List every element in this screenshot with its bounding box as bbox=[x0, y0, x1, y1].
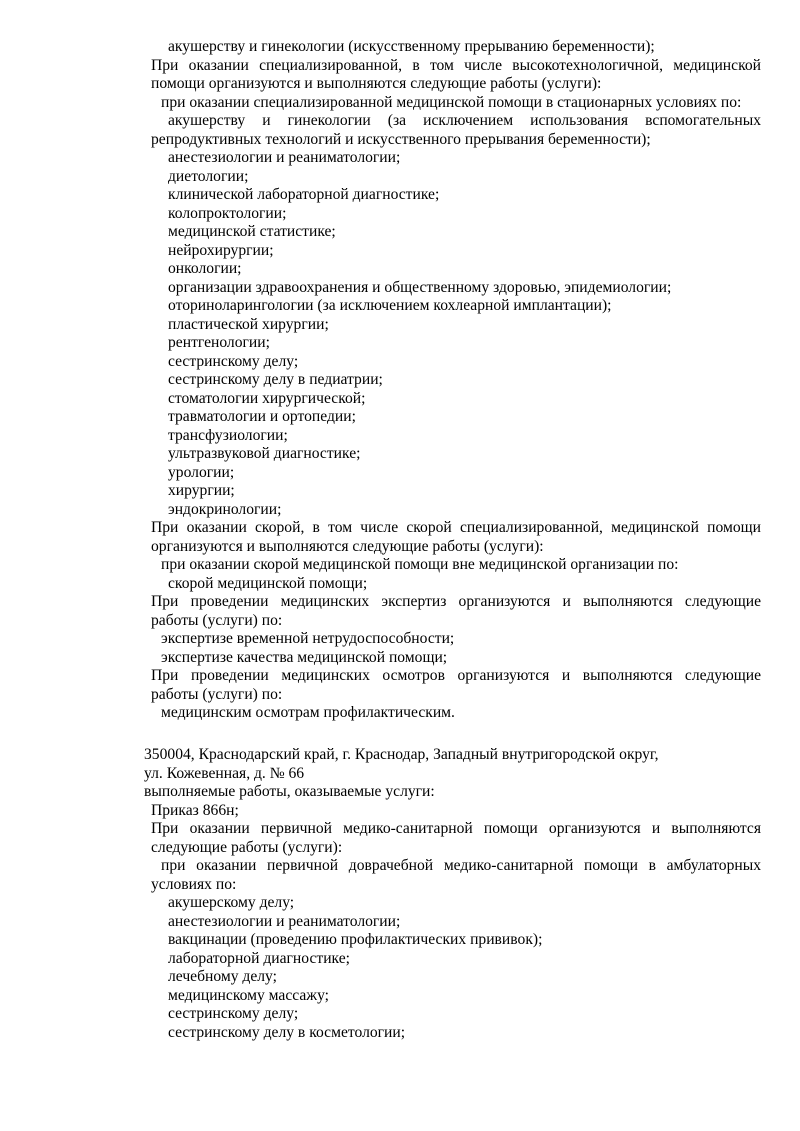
list-item: урологии; bbox=[168, 464, 235, 481]
examination-item: медицинским осмотрам профилактическим. bbox=[161, 704, 455, 721]
lead-line: акушерству и гинекологии (искусственному прерыванию беременности); bbox=[168, 38, 655, 55]
emergency-item: скорой медицинской помощи; bbox=[168, 575, 368, 592]
specialized-paragraph-line-2: помощи организуются и выполняются следующие работы (услуги): bbox=[151, 75, 602, 92]
list-item: пластической хирургии; bbox=[168, 316, 329, 333]
list-item: сестринскому делу в педиатрии; bbox=[168, 371, 383, 388]
list-item: хирургии; bbox=[168, 482, 235, 499]
list-item: стоматологии хирургической; bbox=[168, 390, 366, 407]
list-item: анестезиологии и реаниматологии; bbox=[168, 149, 401, 166]
list-item: онкологии; bbox=[168, 260, 242, 277]
examination-paragraph-line-2: работы (услуги) по: bbox=[151, 686, 283, 703]
prehospital-intro-line-1: при оказании первичной доврачебной медико-санитарной помощи в амбулаторных bbox=[161, 857, 761, 874]
expertise-paragraph-line-2: работы (услуги) по: bbox=[151, 612, 283, 629]
emergency-paragraph-line-2: организуются и выполняются следующие работы (услуги): bbox=[151, 538, 544, 555]
emergency-paragraph-line-1: При оказании скорой, в том числе скорой специализированной, медицинской помощи bbox=[151, 519, 761, 536]
list-item: лабораторной диагностике; bbox=[168, 950, 350, 967]
list-item: нейрохирургии; bbox=[168, 242, 274, 259]
list-item: сестринскому делу; bbox=[168, 1005, 299, 1022]
specialized-paragraph-line-1: При оказании специализированной, в том числе высокотехнологичной, медицинской bbox=[151, 57, 761, 74]
prehospital-intro-line-2: условиях по: bbox=[151, 876, 237, 893]
list-item: ультразвуковой диагностике; bbox=[168, 445, 361, 462]
emergency-intro: при оказании скорой медицинской помощи вне медицинской организации по: bbox=[161, 556, 679, 573]
list-item: организации здравоохранения и общественному здоровью, эпидемиологии; bbox=[168, 279, 672, 296]
list-item: рентгенологии; bbox=[168, 334, 270, 351]
obgyn-line-1: акушерству и гинекологии (за исключением использования вспомогательных bbox=[168, 112, 761, 129]
address-line-1: 350004, Краснодарский край, г. Краснодар, Западный внутригородской округ, bbox=[144, 746, 659, 763]
list-item: эндокринологии; bbox=[168, 501, 282, 518]
list-item: колопроктологии; bbox=[168, 205, 287, 222]
expertise-item: экспертизе временной нетрудоспособности; bbox=[161, 630, 455, 647]
stationary-intro: при оказании специализированной медицинской помощи в стационарных условиях по: bbox=[161, 94, 742, 111]
primary-paragraph-line-2: следующие работы (услуги): bbox=[151, 839, 343, 856]
list-item: медицинской статистике; bbox=[168, 223, 336, 240]
list-item: медицинскому массажу; bbox=[168, 987, 330, 1004]
address-line-2: ул. Кожевенная, д. № 66 bbox=[144, 765, 305, 782]
list-item: диетологии; bbox=[168, 168, 249, 185]
expertise-item: экспертизе качества медицинской помощи; bbox=[161, 649, 448, 666]
list-item: клинической лабораторной диагностике; bbox=[168, 186, 440, 203]
list-item: сестринскому делу в косметологии; bbox=[168, 1024, 406, 1041]
works-label: выполняемые работы, оказываемые услуги: bbox=[144, 783, 435, 800]
obgyn-line-2: репродуктивных технологий и искусственного прерывания беременности); bbox=[151, 131, 651, 148]
primary-paragraph-line-1: При оказании первичной медико-санитарной помощи организуются и выполняются bbox=[151, 820, 761, 837]
examination-paragraph-line-1: При проведении медицинских осмотров организуются и выполняются следующие bbox=[151, 667, 761, 684]
list-item: вакцинации (проведению профилактических прививок); bbox=[168, 931, 543, 948]
order-reference: Приказ 866н; bbox=[151, 802, 239, 819]
list-item: трансфузиологии; bbox=[168, 427, 288, 444]
list-item: сестринскому делу; bbox=[168, 353, 299, 370]
list-item: акушерскому делу; bbox=[168, 894, 295, 911]
list-item: оториноларингологии (за исключением кохлеарной имплантации); bbox=[168, 297, 612, 314]
list-item: травматологии и ортопедии; bbox=[168, 408, 356, 425]
expertise-paragraph-line-1: При проведении медицинских экспертиз организуются и выполняются следующие bbox=[151, 593, 761, 610]
list-item: лечебному делу; bbox=[168, 968, 277, 985]
list-item: анестезиологии и реаниматологии; bbox=[168, 913, 401, 930]
